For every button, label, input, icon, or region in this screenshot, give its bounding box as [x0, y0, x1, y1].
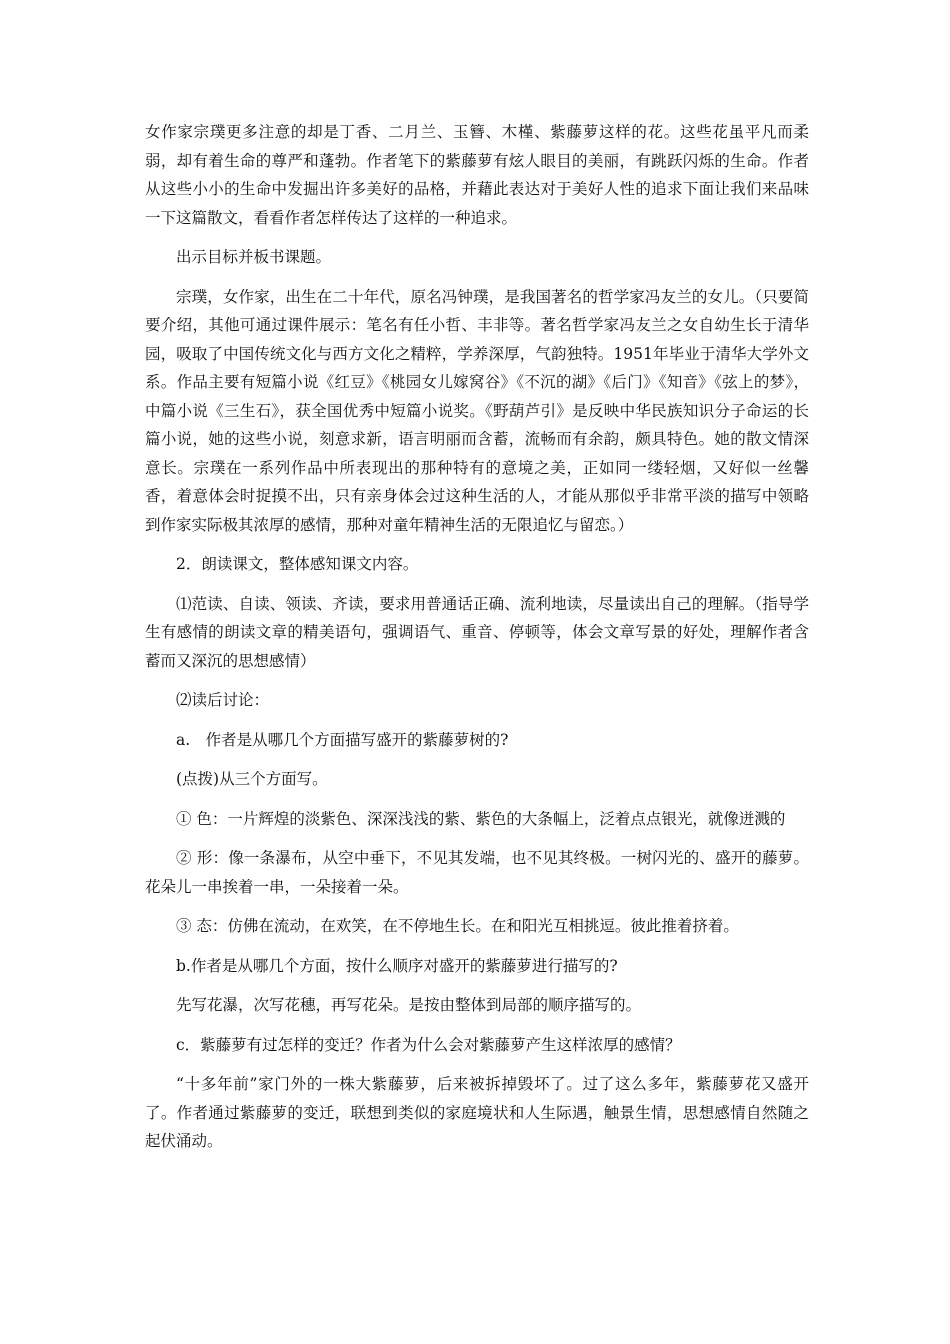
paragraph-intro: 女作家宗璞更多注意的却是丁香、二月兰、玉簪、木槿、紫藤萝这样的花。这些花虽平凡而柔弱，却有着生命的尊严和蓬勃。作者笔下的紫藤萝有炫人眼目的美丽，有跳跃闪烁的生命。作者从这些小小的生命中发掘出许多美好的品格，并藉此表达对于美好人性的追求下面让我们来品味一下这篇散文，看看作者怎样传达了这样的一种追求。: [145, 123, 809, 227]
paragraph-state: ③ 态：仿佛在流动，在欢笑，在不停地生长。在和阳光互相挑逗。彼此推着挤着。: [176, 917, 739, 935]
paragraph-hint: (点拨)从三个方面写。: [176, 770, 328, 788]
paragraph-objective: 出示目标并板书课题。: [176, 248, 332, 266]
paragraph-question-b: b.作者是从哪几个方面，按什么顺序对盛开的紫藤萝进行描写的?: [176, 956, 618, 975]
paragraph-author-bio: 宗璞，女作家，出生在二十年代，原名冯钟璞，是我国著名的哲学家冯友兰的女儿。（只要简要介绍，其他可通过课件展示：笔名有任小哲、丰非等。著名哲学家冯友兰之女自幼生长于清华园，吸取了中国传统文化与西方文化之精粹，学养深厚，气韵独特。1951年毕业于清华大学外文系。作品主要有短篇小说《红豆》《桃园女儿嫁窝谷》《不沉的湖》《后门》《知音》《弦上的梦》，中篇小说《三生石》，获全国优秀中短篇小说奖。《野葫芦引》是反映中华民族知识分子命运的长篇小说，她的这些小说，刻意求新，语言明丽而含蓄，流畅而有余韵，颇具特色。她的散文情深意长。宗璞在一系列作品中所表现出的那种特有的意境之美，正如同一缕轻烟，又好似一丝馨香，着意体会时捉摸不出，只有亲身体会过这种生活的人，才能从那似乎非常平淡的描写中领略到作家实际极其浓厚的感情，那种对童年精神生活的无限追忆与留恋。）: [145, 287, 809, 534]
paragraph-step-2: 2．朗读课文，整体感知课文内容。: [176, 555, 419, 573]
paragraph-answer-b: 先写花瀑，次写花穗，再写花朵。是按由整体到局部的顺序描写的。: [176, 996, 642, 1014]
paragraph-color: ① 色：一片辉煌的淡紫色、深深浅浅的紫、紫色的大条幅上，泛着点点银光，就像迸溅的: [176, 809, 786, 828]
paragraph-shape: ② 形：像一条瀑布，从空中垂下，不见其发端，也不见其终极。一树闪光的、盛开的藤萝。花朵儿一串挨着一串，一朵接着一朵。: [145, 849, 809, 896]
paragraph-question-a: a. 作者是从哪几个方面描写盛开的紫藤萝树的?: [176, 730, 509, 749]
paragraph-reading: ⑴范读、自读、领读、齐读，要求用普通话正确、流利地读，尽量读出自己的理解。（指导学生有感情的朗读文章的精美语句，强调语气、重音、停顿等，体会文章写景的好处，理解作者含蓄而又深沉的思想感情）: [145, 594, 809, 670]
paragraph-question-c: c．紫藤萝有过怎样的变迁？作者为什么会对紫藤萝产生这样浓厚的感情？: [176, 1035, 681, 1054]
paragraph-discussion: ⑵读后讨论：: [176, 691, 270, 709]
paragraph-answer-c: “十多年前”家门外的一株大紫藤萝，后来被拆掉毁坏了。过了这么多年，紫藤萝花又盛开了。作者通过紫藤萝的变迁，联想到类似的家庭境状和人生际遇，触景生情，思想感情自然随之起伏涌动。: [145, 1075, 809, 1150]
document-body: [145, 118, 809, 1167]
